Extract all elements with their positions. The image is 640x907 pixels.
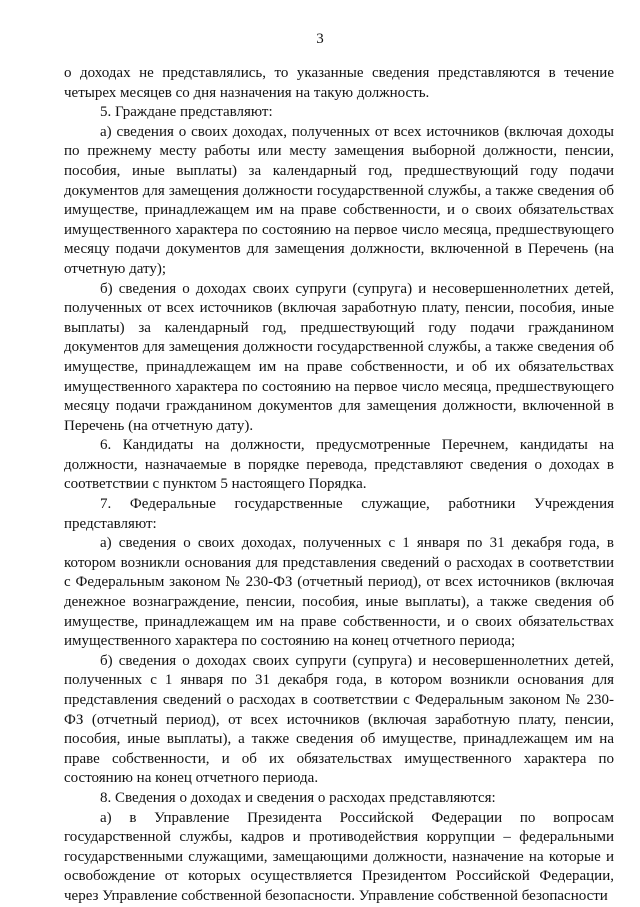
page-number: 3 <box>316 31 324 47</box>
paragraph: а) сведения о своих доходах, полученных с 1 января по 31 декабря года, в котором возникли основания для представления сведений о расходах в соответствии с Федеральным законом № 230-ФЗ (отчетный период), от всех источников (включая денежное вознаграждение, пенсии, пособия, иные выплаты), а также сведения об имуществе, принадлежащем им на праве собственности, и о своих обязательствах имущественного характера по состоянию на конец отчетного периода; <box>64 535 614 650</box>
section-heading: 7. Федеральные государственные служащие, работники Учреждения представляют: <box>64 496 614 532</box>
paragraph: б) сведения о доходах своих супруги (супруга) и несовершеннолетних детей, полученных от всех источников (включая заработную плату, пенсии, пособия, иные выплаты) за календарный год, предшествующий году подачи гражданином документов для замещения должности государственной службы, а также сведения об имуществе, принадлежащем им на праве собственности, и об их обязательствах имущественного характера по состоянию на первое число месяца, предшествующего месяцу подачи гражданином документов для замещения должности, включенной в Перечень (на отчетную дату). <box>64 280 614 434</box>
section-heading: 8. Сведения о доходах и сведения о расходах представляются: <box>100 789 496 806</box>
paragraph: б) сведения о доходах своих супруги (супруга) и несовершеннолетних детей, полученных с 1 января по 31 декабря года, в котором возникли основания для представления сведений о расходах в соответствии с Федеральным законом № 230-ФЗ (отчетный период), от всех источников (включая заработную плату, пенсии, пособия, иные выплаты), а также сведения об имуществе, принадлежащем им на праве собственности, и об их обязательствах имущественного характера по состоянию на конец отчетного периода. <box>64 652 614 787</box>
paragraph: а) в Управление Президента Российской Федерации по вопросам государственной службы, кадров и противодействия коррупции – федеральными государственными служащими, замещающими должности, назначение на которые и освобождение от которых осуществляется Президентом Российской Федерации, через Управление собственной безопасности. Управление собственной безопасности <box>64 809 614 904</box>
paragraph: а) сведения о своих доходах, полученных от всех источников (включая доходы по прежнему месту работы или месту замещения выборной должности, пенсии, пособия, иные выплаты) за календарный год, предшествующий году подачи документов для замещения должности государственной службы, а также сведения об имуществе, принадлежащем им на праве собственности, и о своих обязательствах имущественного характера по состоянию на первое число месяца, предшествующего месяцу подачи документов для замещения должности, включенной в Перечень (на отчетную дату); <box>64 123 614 277</box>
document-body <box>64 64 614 907</box>
paragraph: 6. Кандидаты на должности, предусмотренные Перечнем, кандидаты на должности, назначаемые в порядке перевода, представляют сведения о доходах в соответствии с пунктом 5 настоящего Порядка. <box>64 437 614 493</box>
section-heading: 5. Граждане представляют: <box>100 104 273 121</box>
paragraph: о доходах не представлялись, то указанные сведения представляются в течение четырех месяцев со дня назначения на такую должность. <box>64 65 614 101</box>
